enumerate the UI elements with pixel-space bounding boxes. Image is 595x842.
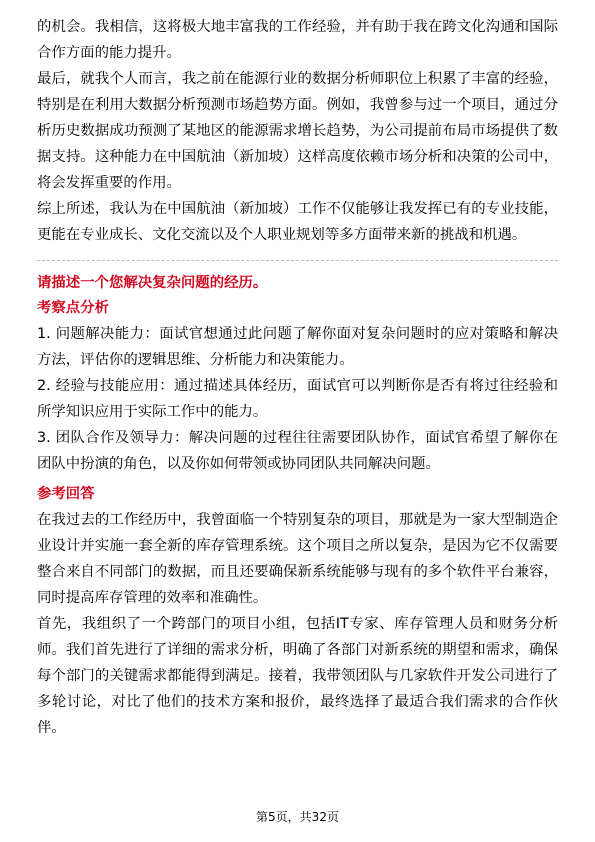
document-body [37, 14, 558, 741]
section-divider [37, 260, 558, 261]
answer-paragraph-1: 在我过去的工作经历中，我曾面临一个特别复杂的项目，那就是为一家大型制造企业设计并实施一套全新的库存管理系统。这个项目之所以复杂，是因为它不仅需要整合来自不同部门的数据，而且还要确保新系统能够与现有的多个软件平台兼容，同时提高库存管理的效率和准确性。 [37, 512, 558, 606]
analysis-point-2: 2. 经验与技能应用：通过描述具体经历，面试官可以判断你是否有将过往经验和所学知识应用于实际工作中的能力。 [37, 378, 558, 420]
intro-paragraph-3: 综上所述，我认为在中国航油（新加坡）工作不仅能够让我发挥已有的专业技能，更能在专业成长、文化交流以及个人职业规划等多方面带来新的挑战和机遇。 [37, 201, 558, 243]
intro-paragraph-1: 的机会。我相信，这将极大地丰富我的工作经验，并有助于我在跨文化沟通和国际合作方面的能力提升。 [37, 19, 558, 61]
intro-paragraph-2: 最后，就我个人而言，我之前在能源行业的数据分析师职位上积累了丰富的经验，特别是在利用大数据分析预测市场趋势方面。例如，我曾参与过一个项目，通过分析历史数据成功预测了某地区的能源需求增长趋势，为公司提前布局市场提供了数据支持。这种能力在中国航油（新加坡）这样高度依赖市场分析和决策的公司中，将会发挥重要的作用。 [37, 71, 558, 191]
analysis-heading: 考察点分析 [37, 300, 109, 316]
answer-heading: 参考回答 [37, 486, 95, 502]
page-number: 第5页，共32页 [256, 810, 339, 824]
question-title: 请描述一个您解决复杂问题的经历。 [37, 275, 268, 291]
answer-paragraph-2: 首先，我组织了一个跨部门的项目小组，包括IT专家、库存管理人员和财务分析师。我们首先进行了详细的需求分析，明确了各部门对新系统的期望和需求，确保每个部门的关键需求都能得到满足。接着，我带领团队与几家软件开发公司进行了多轮讨论，对比了他们的技术方案和报价，最终选择了最适合我们需求的合作伙伴。 [37, 616, 558, 736]
analysis-point-3: 3. 团队合作及领导力：解决问题的过程往往需要团队协作，面试官希望了解你在团队中扮演的角色，以及你如何带领或协同团队共同解决问题。 [37, 430, 558, 472]
analysis-point-1: 1. 问题解决能力：面试官想通过此问题了解你面对复杂问题时的应对策略和解决方法，评估你的逻辑思维、分析能力和决策能力。 [37, 326, 558, 368]
